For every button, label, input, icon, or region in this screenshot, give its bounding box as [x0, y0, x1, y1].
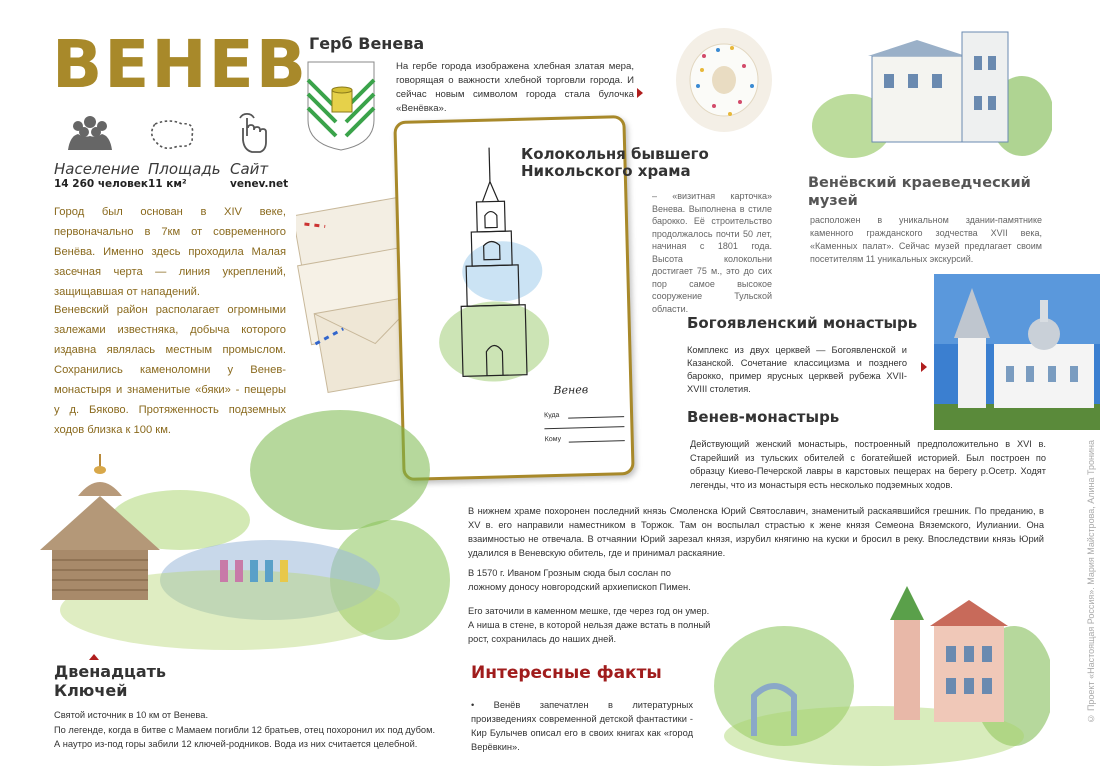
epiphany-monastery-title: Богоявленский монастырь [687, 314, 918, 332]
population-label: Население [54, 160, 140, 178]
epiphany-monastery-photo [934, 274, 1100, 430]
museum-title-line-1: Венёвский краеведческий [808, 175, 1031, 191]
museum-text: расположен в уникальном здании-памятнике каменного гражданского зодчества XVII века, «Каменных палат». Сейчас музей предлагает своим посетителям 11 уникальных экскурсий. [810, 215, 1042, 264]
museum-image [812, 16, 1052, 166]
bell-tower-title [521, 146, 709, 180]
intro-paragraph-1: Город был основан в XIV веке, первоначально в 7км от современного Венёва. Именно здесь проходила Малая засечная черта — линия укреплений, защищавшая от нападений. [54, 206, 286, 298]
intro-paragraph-2: Веневский район располагает огромными залежами известняка, добыча которого издавна являлась местным промыслом. Сохранились каменоломни у Венев-монастыря и знаменитые «бяки» - пещеры у д. Бяково. Протяженность подземных ходов близка к 100 км. [54, 304, 286, 436]
venev-monastery-text: Действующий женский монастырь, построенный предположительно в XVI в. Старейший из тульских обителей с богатейшей историей. Был построен по образцу Киево-Печерской лавры в карстовых пещерах на берегу р.Осетр. Ходят легенды, что из монастыря есть несколько подземных ходов. [690, 439, 1046, 490]
postcard-signature: Венев [553, 383, 589, 397]
postcard-whom-line [569, 440, 625, 442]
page-title: ВЕНЕВ [52, 26, 309, 103]
site-link[interactable]: venev.net [230, 178, 289, 190]
coat-of-arms-text: На гербе города изображена хлебная златая мера, говорящая о важности хлебной торговли города. И сейчас новым символом города стала булочка «Венёвка». [396, 61, 634, 114]
epiphany-monastery-text: Комплекс из двух церквей — Богоявленской и Казанской. Сочетание классицизма и позднего барокко, пример ярусных церквей рубежа XVII-XVIII столетия. [687, 345, 907, 394]
twelve-keys-title [54, 662, 166, 700]
credit-text: © Проект «Настоящая Россия». Мария Майстрова, Алина Тронина [1086, 440, 1096, 724]
map-outline-icon [152, 121, 193, 148]
postcard-whom-label: Кому [544, 435, 562, 444]
twelve-keys-line-2: По легенде, когда в битве с Мамаем погибли 12 братьев, отец похоронил их под дубом. [54, 724, 436, 735]
bell-tower-sketch [429, 140, 556, 413]
coat-of-arms-title: Герб Венева [309, 34, 425, 53]
site-label: Сайт [230, 160, 269, 178]
story-paragraph-2: В 1570 г. Иваном Грозным сюда был сослан по ложному доносу новгородский архиепископ Пимен. [468, 568, 691, 592]
interesting-facts-title: Интересные факты [471, 663, 662, 683]
story-paragraph-1: В нижнем храме похоронен последний князь Смоленска Юрий Святославич, знаменитый раскаявшийся грешник. По преданию, в XV в. его направили наместником в Торжок. Там он воспылал страстью к жене князя Семеона Вяземского, Иулиании. Она взаимностью не отвечала. В отчаянии Юрий зарезал князя, изрубил княгиню на куски и бросил в реку. Впоследствии князь Юрий удалился в Веневскую обитель, где и принимал раскаяние. [468, 506, 1044, 558]
click-hand-icon [240, 114, 266, 152]
arrow-right-icon [637, 88, 643, 98]
people-icon [68, 116, 112, 150]
bell-tower-text: – «визитная карточка» Венева. Выполнена в стиле барокко. Её строительство продолжалось почти 50 лет, начиная с 1801 года. Высота колокольни достигает 75 м., это до сих пор самое высокое сооружение Тульской области. [652, 191, 772, 314]
twelve-keys-title-line-1: Двенадцать [54, 662, 167, 681]
postcard-to-line [568, 416, 624, 418]
arrow-up-icon [89, 654, 99, 660]
bell-tower-title-line-2: Никольского храма [521, 162, 691, 180]
stats-icons-group [60, 112, 290, 157]
museum-title [808, 174, 1031, 210]
coat-of-arms-image [306, 60, 376, 152]
interesting-facts-text: • Венёв запечатлен в литературных произведениях современной детской фантастики - Кир Булычев описал его в своих книгах как «город Верёвкин». [471, 700, 693, 752]
twelve-keys-title-line-2: Ключей [54, 681, 128, 700]
venev-monastery-illustration [714, 566, 1050, 766]
twelve-keys-line-3: А наутро из-под горы забили 12 ключей-родников. Вода из них считается целебной. [54, 739, 418, 749]
population-value: 14 260 человек [54, 178, 148, 190]
twelve-keys-line-1: Святой источник в 10 км от Венева. [54, 710, 209, 720]
postcard-line-2 [544, 426, 624, 429]
venevka-bun-image [674, 26, 774, 134]
museum-title-line-2: музей [808, 193, 858, 209]
postcard-to-label: Куда [544, 411, 560, 420]
story-paragraph-3: Его заточили в каменном мешке, где через год он умер. А ниша в стене, в которой нельзя даже встать в полный рост, сохранилась до наших дней. [468, 606, 711, 644]
arrow-right-icon-2 [921, 362, 927, 372]
venev-monastery-title: Венев-монастырь [687, 408, 840, 426]
bell-tower-title-line-1: Колокольня бывшего [521, 145, 709, 163]
twelve-keys-text [54, 708, 454, 752]
area-label: Площадь [148, 160, 221, 178]
area-value: 11 км² [148, 178, 187, 190]
twelve-keys-illustration [30, 410, 450, 660]
